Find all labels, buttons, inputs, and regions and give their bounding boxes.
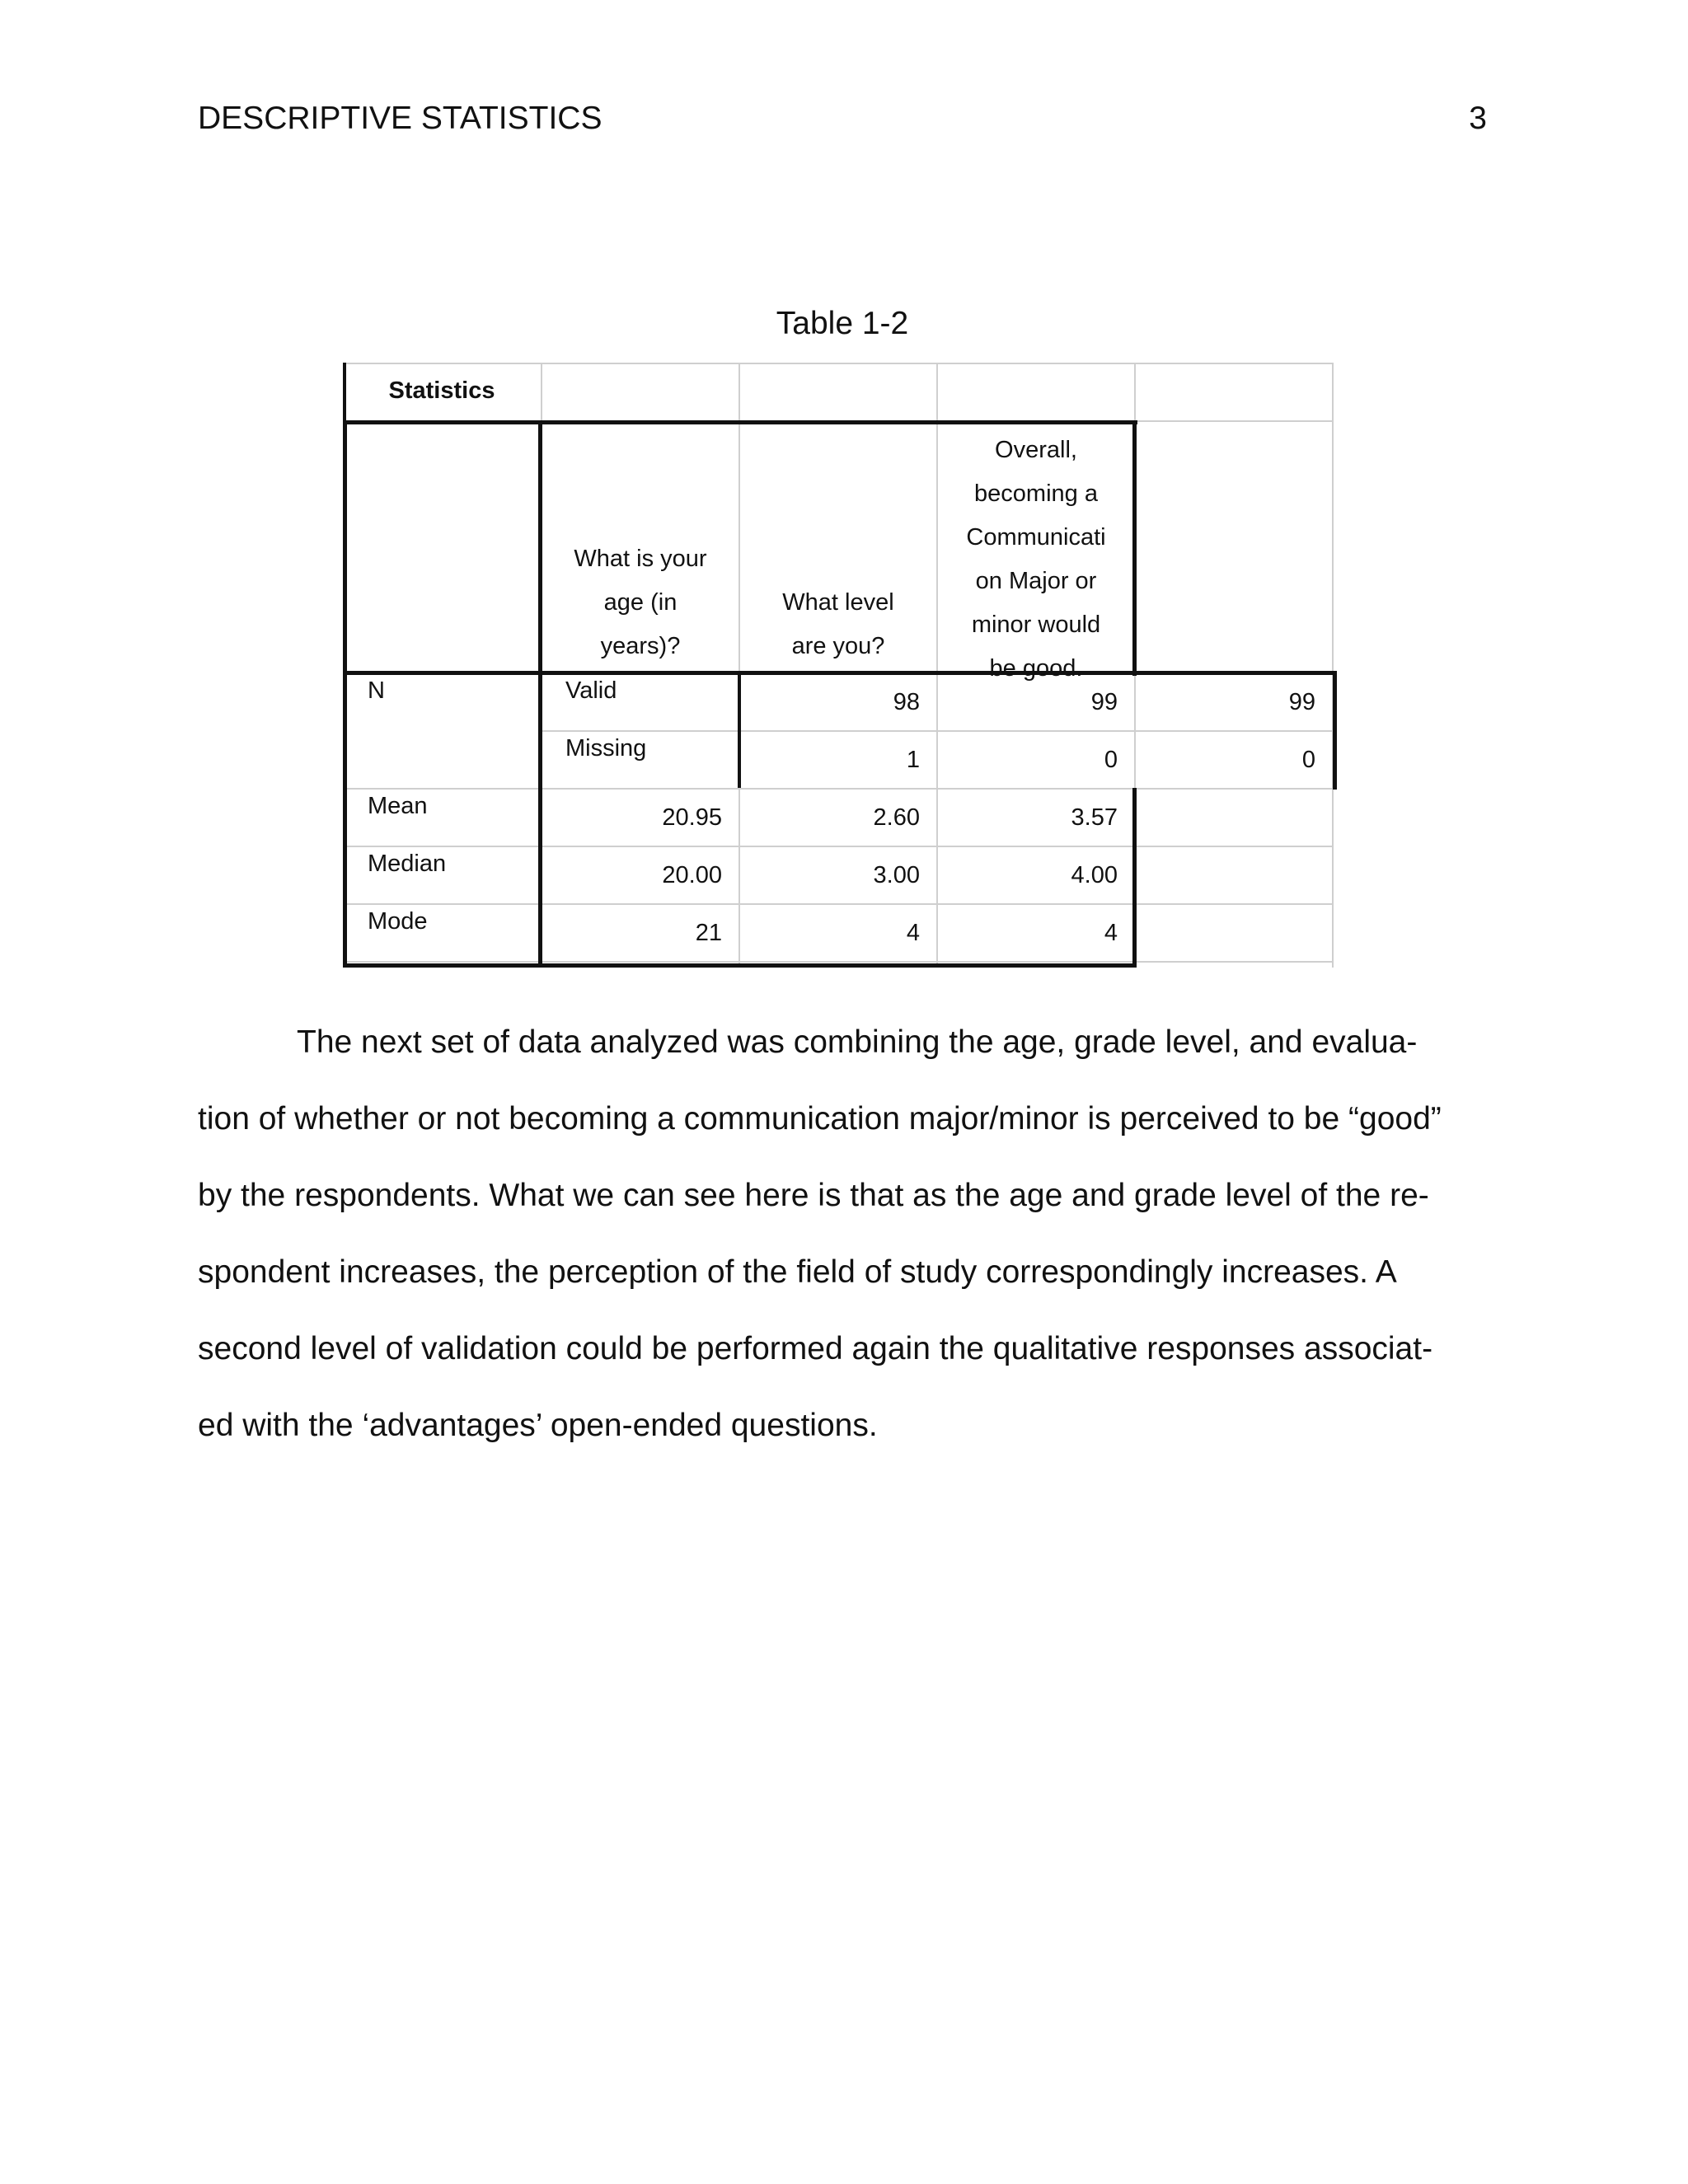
row-label-mode: Mode [368,908,428,935]
paragraph-line: The next set of data analyzed was combining the age, grade level, and evalua- [297,1024,1418,1060]
row-label-mean: Mean [368,793,428,819]
table-cell: 4.00 [1071,862,1118,888]
table-cell: 99 [1288,689,1315,715]
table-cell: 20.95 [662,804,722,831]
table-caption: Table 1-2 [776,306,909,341]
table-cell: 21 [695,920,722,946]
body-paragraph [198,1004,1487,1464]
row-label-valid: Valid [565,677,617,704]
row-label-median: Median [368,851,447,877]
table-cell: 4 [906,920,920,946]
row-label-n: N [368,677,385,704]
paragraph-line: tion of whether or not becoming a communication major/minor is perceived to be “good” [198,1101,1442,1137]
running-head-title: DESCRIPTIVE STATISTICS [198,101,603,136]
table-title: Statistics [388,377,495,404]
table-cell: 2.60 [873,804,920,831]
column-header-overall: Overall, becoming a Communicati on Major or minor would be good. [966,437,1106,682]
table-cell: 4 [1104,920,1118,946]
running-head [198,97,1487,140]
table-cell: 99 [1090,689,1118,715]
table-cell: 1 [906,747,920,773]
column-header-level: What level are you? [782,589,894,659]
paragraph-line: by the respondents. What we can see here is that as the age and grade level of the re- [198,1178,1429,1213]
table-cell: 98 [893,689,920,715]
table-cell: 0 [1301,747,1315,773]
row-label-missing: Missing [565,735,647,762]
paragraph-line: second level of validation could be performed again the qualitative responses associat- [198,1331,1433,1366]
paragraph-line: ed with the ‘advantages’ open-ended questions. [198,1408,878,1443]
paragraph-line: spondent increases, the perception of the field of study correspondingly increases. A [198,1254,1397,1290]
page-number: 3 [1469,101,1487,136]
column-header-age: What is your age (in years)? [574,546,707,659]
table-cell: 0 [1104,747,1118,773]
table-cell: 3.57 [1071,804,1118,831]
statistics-table [343,363,1338,968]
table-cell: 20.00 [662,862,722,888]
table-cell: 3.00 [873,862,920,888]
